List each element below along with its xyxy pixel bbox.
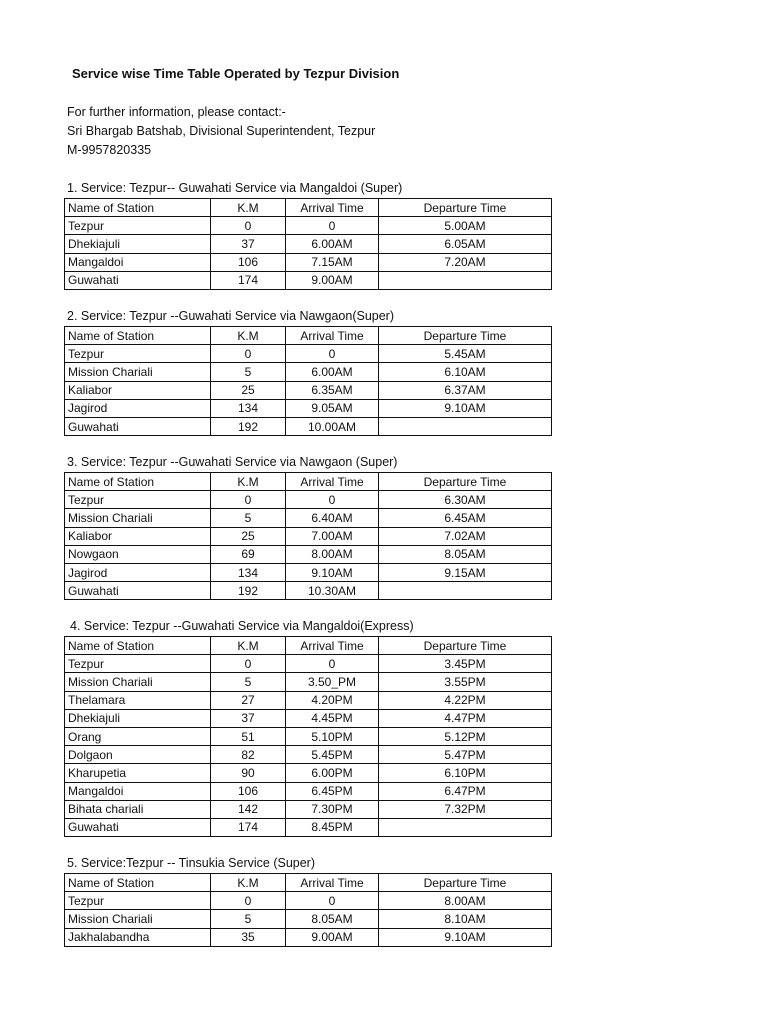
col-header-departure: Departure Time (379, 637, 552, 655)
service-heading: 3. Service: Tezpur --Guwahati Service via Nawgaon (Super) (67, 455, 398, 469)
arrival-time-cell: 6.35AM (286, 381, 379, 399)
col-header-km: K.M (211, 637, 286, 655)
timetable (64, 636, 552, 837)
table-header-row (65, 473, 552, 491)
departure-time-cell: 5.47PM (379, 746, 552, 764)
col-header-km: K.M (211, 199, 286, 217)
departure-time-cell: 6.10PM (379, 764, 552, 782)
page-title: Service wise Time Table Operated by Tezpur Division (72, 66, 400, 81)
departure-time-cell: 5.00AM (379, 217, 552, 235)
table-header-row (65, 874, 552, 892)
station-name-cell: Kaliabor (65, 381, 211, 399)
km-cell: 37 (211, 709, 286, 727)
station-name-cell: Nowgaon (65, 545, 211, 563)
departure-time-cell: 6.10AM (379, 363, 552, 381)
arrival-time-cell: 9.05AM (286, 399, 379, 417)
contact-line: For further information, please contact:- (67, 105, 286, 119)
station-name-cell: Tezpur (65, 491, 211, 509)
km-cell: 5 (211, 673, 286, 691)
arrival-time-cell: 9.10AM (286, 563, 379, 581)
departure-time-cell: 4.47PM (379, 709, 552, 727)
arrival-time-cell: 6.00AM (286, 363, 379, 381)
col-header-arrival: Arrival Time (286, 199, 379, 217)
service-heading: 5. Service:Tezpur -- Tinsukia Service (Super) (67, 856, 316, 870)
station-name-cell: Guwahati (65, 271, 211, 289)
departure-time-cell: 6.30AM (379, 491, 552, 509)
station-name-cell: Jagirod (65, 399, 211, 417)
departure-time-cell (379, 271, 552, 289)
arrival-time-cell: 9.00AM (286, 928, 379, 946)
col-header-departure: Departure Time (379, 199, 552, 217)
departure-time-cell: 6.37AM (379, 381, 552, 399)
station-name-cell: Jagirod (65, 563, 211, 581)
km-cell: 0 (211, 491, 286, 509)
station-name-cell: Jakhalabandha (65, 928, 211, 946)
km-cell: 5 (211, 363, 286, 381)
km-cell: 25 (211, 527, 286, 545)
col-header-arrival: Arrival Time (286, 473, 379, 491)
departure-time-cell: 8.10AM (379, 910, 552, 928)
departure-time-cell (379, 582, 552, 600)
col-header-km: K.M (211, 874, 286, 892)
km-cell: 5 (211, 910, 286, 928)
arrival-time-cell: 3.50_PM (286, 673, 379, 691)
arrival-time-cell: 9.00AM (286, 271, 379, 289)
km-cell: 5 (211, 509, 286, 527)
station-name-cell: Guwahati (65, 582, 211, 600)
km-cell: 0 (211, 345, 286, 363)
departure-time-cell: 6.05AM (379, 235, 552, 253)
col-header-departure: Departure Time (379, 327, 552, 345)
col-header-departure: Departure Time (379, 473, 552, 491)
contact-phone: M-9957820335 (67, 143, 152, 157)
contact-block (67, 103, 375, 160)
km-cell: 0 (211, 655, 286, 673)
km-cell: 69 (211, 545, 286, 563)
table-row (65, 563, 552, 581)
col-header-km: K.M (211, 473, 286, 491)
arrival-time-cell: 7.00AM (286, 527, 379, 545)
station-name-cell: Dhekiajuli (65, 709, 211, 727)
station-name-cell: Guwahati (65, 417, 211, 435)
km-cell: 192 (211, 417, 286, 435)
station-name-cell: Thelamara (65, 691, 211, 709)
timetable (64, 326, 552, 436)
departure-time-cell: 9.10AM (379, 928, 552, 946)
station-name-cell: Bihata chariali (65, 800, 211, 818)
departure-time-cell (379, 417, 552, 435)
service-heading: 1. Service: Tezpur-- Guwahati Service via Mangaldoi (Super) (67, 181, 403, 195)
station-name-cell: Guwahati (65, 818, 211, 836)
km-cell: 90 (211, 764, 286, 782)
table-row (65, 655, 552, 673)
departure-time-cell: 9.15AM (379, 563, 552, 581)
timetable (64, 873, 552, 947)
station-name-cell: Mission Chariali (65, 673, 211, 691)
km-cell: 0 (211, 217, 286, 235)
table-row (65, 709, 552, 727)
table-header-row (65, 199, 552, 217)
arrival-time-cell: 8.45PM (286, 818, 379, 836)
arrival-time-cell: 0 (286, 491, 379, 509)
station-name-cell: Kaliabor (65, 527, 211, 545)
table-row (65, 928, 552, 946)
table-row (65, 782, 552, 800)
km-cell: 25 (211, 381, 286, 399)
col-header-arrival: Arrival Time (286, 637, 379, 655)
table-row (65, 527, 552, 545)
arrival-time-cell: 7.30PM (286, 800, 379, 818)
departure-time-cell: 7.32PM (379, 800, 552, 818)
arrival-time-cell: 6.40AM (286, 509, 379, 527)
departure-time-cell: 3.45PM (379, 655, 552, 673)
table-row (65, 800, 552, 818)
departure-time-cell: 7.02AM (379, 527, 552, 545)
table-row (65, 764, 552, 782)
station-name-cell: Tezpur (65, 655, 211, 673)
station-name-cell: Mission Chariali (65, 910, 211, 928)
departure-time-cell: 5.45AM (379, 345, 552, 363)
km-cell: 174 (211, 818, 286, 836)
km-cell: 174 (211, 271, 286, 289)
col-header-station: Name of Station (65, 199, 211, 217)
departure-time-cell: 6.45AM (379, 509, 552, 527)
station-name-cell: Mangaldoi (65, 253, 211, 271)
col-header-departure: Departure Time (379, 874, 552, 892)
station-name-cell: Tezpur (65, 892, 211, 910)
table-header-row (65, 327, 552, 345)
arrival-time-cell: 0 (286, 892, 379, 910)
station-name-cell: Mangaldoi (65, 782, 211, 800)
km-cell: 134 (211, 399, 286, 417)
km-cell: 0 (211, 892, 286, 910)
station-name-cell: Dolgaon (65, 746, 211, 764)
arrival-time-cell: 7.15AM (286, 253, 379, 271)
arrival-time-cell: 0 (286, 217, 379, 235)
station-name-cell: Mission Chariali (65, 363, 211, 381)
arrival-time-cell: 4.20PM (286, 691, 379, 709)
table-row (65, 217, 552, 235)
table-row (65, 491, 552, 509)
service-heading: 2. Service: Tezpur --Guwahati Service via Nawgaon(Super) (67, 309, 394, 323)
table-row (65, 381, 552, 399)
col-header-arrival: Arrival Time (286, 874, 379, 892)
timetable (64, 472, 552, 600)
table-row (65, 818, 552, 836)
station-name-cell: Orang (65, 727, 211, 745)
table-row (65, 363, 552, 381)
col-header-km: K.M (211, 327, 286, 345)
arrival-time-cell: 0 (286, 345, 379, 363)
km-cell: 82 (211, 746, 286, 764)
table-row (65, 746, 552, 764)
table-row (65, 235, 552, 253)
table-row (65, 417, 552, 435)
departure-time-cell: 9.10AM (379, 399, 552, 417)
table-row (65, 545, 552, 563)
table-row (65, 399, 552, 417)
departure-time-cell: 4.22PM (379, 691, 552, 709)
km-cell: 142 (211, 800, 286, 818)
table-row (65, 582, 552, 600)
arrival-time-cell: 6.00AM (286, 235, 379, 253)
arrival-time-cell: 8.00AM (286, 545, 379, 563)
arrival-time-cell: 6.00PM (286, 764, 379, 782)
col-header-station: Name of Station (65, 473, 211, 491)
arrival-time-cell: 4.45PM (286, 709, 379, 727)
departure-time-cell: 8.05AM (379, 545, 552, 563)
station-name-cell: Tezpur (65, 217, 211, 235)
arrival-time-cell: 5.10PM (286, 727, 379, 745)
km-cell: 192 (211, 582, 286, 600)
col-header-station: Name of Station (65, 874, 211, 892)
table-row (65, 691, 552, 709)
timetable (64, 198, 552, 290)
station-name-cell: Mission Chariali (65, 509, 211, 527)
departure-time-cell: 7.20AM (379, 253, 552, 271)
km-cell: 51 (211, 727, 286, 745)
km-cell: 134 (211, 563, 286, 581)
km-cell: 37 (211, 235, 286, 253)
station-name-cell: Kharupetia (65, 764, 211, 782)
arrival-time-cell: 6.45PM (286, 782, 379, 800)
station-name-cell: Dhekiajuli (65, 235, 211, 253)
departure-time-cell: 8.00AM (379, 892, 552, 910)
station-name-cell: Tezpur (65, 345, 211, 363)
arrival-time-cell: 10.00AM (286, 417, 379, 435)
km-cell: 106 (211, 253, 286, 271)
km-cell: 106 (211, 782, 286, 800)
arrival-time-cell: 10.30AM (286, 582, 379, 600)
km-cell: 35 (211, 928, 286, 946)
departure-time-cell: 5.12PM (379, 727, 552, 745)
service-heading: 4. Service: Tezpur --Guwahati Service via Mangaldoi(Express) (70, 619, 414, 633)
arrival-time-cell: 8.05AM (286, 910, 379, 928)
table-row (65, 509, 552, 527)
col-header-station: Name of Station (65, 637, 211, 655)
contact-name: Sri Bhargab Batshab, Divisional Superintendent, Tezpur (67, 124, 376, 138)
col-header-arrival: Arrival Time (286, 327, 379, 345)
table-row (65, 345, 552, 363)
departure-time-cell (379, 818, 552, 836)
table-row (65, 673, 552, 691)
table-row (65, 253, 552, 271)
table-row (65, 892, 552, 910)
km-cell: 27 (211, 691, 286, 709)
col-header-station: Name of Station (65, 327, 211, 345)
table-row (65, 271, 552, 289)
table-header-row (65, 637, 552, 655)
table-row (65, 910, 552, 928)
arrival-time-cell: 5.45PM (286, 746, 379, 764)
departure-time-cell: 3.55PM (379, 673, 552, 691)
table-row (65, 727, 552, 745)
arrival-time-cell: 0 (286, 655, 379, 673)
departure-time-cell: 6.47PM (379, 782, 552, 800)
